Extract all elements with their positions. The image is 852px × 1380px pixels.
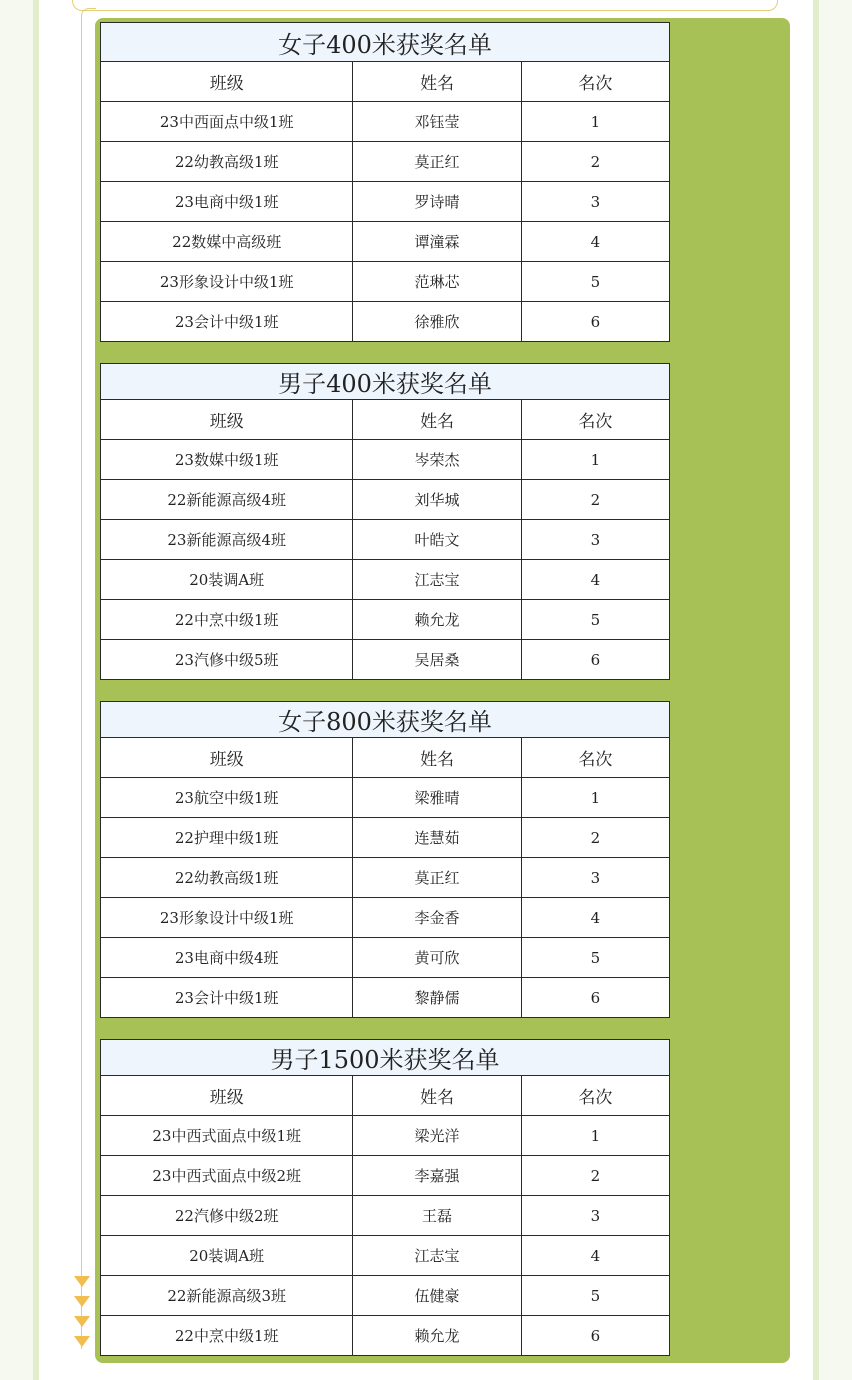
name-cell: 伍健豪 xyxy=(353,1276,521,1316)
class-cell: 22中烹中级1班 xyxy=(101,1316,353,1356)
thread-curve xyxy=(81,8,96,19)
name-cell: 岑荣杰 xyxy=(353,440,521,480)
class-cell: 23电商中级4班 xyxy=(101,938,353,978)
column-header-name: 姓名 xyxy=(353,62,521,102)
class-cell: 23形象设计中级1班 xyxy=(101,262,353,302)
decorative-thread-line xyxy=(81,14,82,1349)
award-table-women-800m xyxy=(100,701,670,1018)
name-cell: 邓钰莹 xyxy=(353,102,521,142)
class-cell: 22数媒中高级班 xyxy=(101,222,353,262)
rank-cell: 5 xyxy=(521,262,669,302)
table-row xyxy=(101,640,670,680)
class-cell: 23中西式面点中级1班 xyxy=(101,1116,353,1156)
table-row xyxy=(101,102,670,142)
rank-cell: 2 xyxy=(521,142,669,182)
name-cell: 黄可欣 xyxy=(353,938,521,978)
rank-cell: 1 xyxy=(521,102,669,142)
rank-cell: 4 xyxy=(521,222,669,262)
rank-cell: 1 xyxy=(521,1116,669,1156)
table-row xyxy=(101,560,670,600)
rank-cell: 3 xyxy=(521,1196,669,1236)
rank-cell: 3 xyxy=(521,858,669,898)
table-row xyxy=(101,142,670,182)
column-header-name: 姓名 xyxy=(353,1076,521,1116)
rank-cell: 6 xyxy=(521,978,669,1018)
name-cell: 王磊 xyxy=(353,1196,521,1236)
column-header-rank: 名次 xyxy=(521,1076,669,1116)
name-cell: 罗诗晴 xyxy=(353,182,521,222)
table-row xyxy=(101,1116,670,1156)
table-row xyxy=(101,898,670,938)
rank-cell: 2 xyxy=(521,1156,669,1196)
name-cell: 吴居桑 xyxy=(353,640,521,680)
class-cell: 23新能源高级4班 xyxy=(101,520,353,560)
award-tables xyxy=(100,22,670,1377)
table-row xyxy=(101,1156,670,1196)
name-cell: 江志宝 xyxy=(353,560,521,600)
name-cell: 李金香 xyxy=(353,898,521,938)
table-row xyxy=(101,520,670,560)
class-cell: 20装调A班 xyxy=(101,560,353,600)
column-header-name: 姓名 xyxy=(353,738,521,778)
name-cell: 梁光洋 xyxy=(353,1116,521,1156)
rank-cell: 4 xyxy=(521,560,669,600)
rank-cell: 6 xyxy=(521,640,669,680)
rank-cell: 6 xyxy=(521,1316,669,1356)
column-header-class: 班级 xyxy=(101,1076,353,1116)
rank-cell: 4 xyxy=(521,1236,669,1276)
name-cell: 徐雅欣 xyxy=(353,302,521,342)
rank-cell: 6 xyxy=(521,302,669,342)
column-header-name: 姓名 xyxy=(353,400,521,440)
rank-cell: 2 xyxy=(521,480,669,520)
class-cell: 23数媒中级1班 xyxy=(101,440,353,480)
class-cell: 23会计中级1班 xyxy=(101,302,353,342)
column-header-rank: 名次 xyxy=(521,738,669,778)
name-cell: 梁雅晴 xyxy=(353,778,521,818)
column-header-rank: 名次 xyxy=(521,62,669,102)
award-table-men-1500m xyxy=(100,1039,670,1356)
column-header-class: 班级 xyxy=(101,400,353,440)
table-title: 女子800米获奖名单 xyxy=(101,702,670,738)
table-row xyxy=(101,600,670,640)
rank-cell: 5 xyxy=(521,600,669,640)
column-header-class: 班级 xyxy=(101,738,353,778)
top-decorative-bracket xyxy=(72,0,778,11)
name-cell: 范琳芯 xyxy=(353,262,521,302)
class-cell: 22新能源高级3班 xyxy=(101,1276,353,1316)
table-row xyxy=(101,440,670,480)
rank-cell: 2 xyxy=(521,818,669,858)
table-row xyxy=(101,182,670,222)
rank-cell: 4 xyxy=(521,898,669,938)
name-cell: 莫正红 xyxy=(353,142,521,182)
class-cell: 23形象设计中级1班 xyxy=(101,898,353,938)
name-cell: 连慧茹 xyxy=(353,818,521,858)
class-cell: 23电商中级1班 xyxy=(101,182,353,222)
table-row xyxy=(101,1316,670,1356)
table-row xyxy=(101,480,670,520)
table-row xyxy=(101,302,670,342)
arrow-down-icon xyxy=(74,1296,90,1307)
class-cell: 23汽修中级5班 xyxy=(101,640,353,680)
name-cell: 赖允龙 xyxy=(353,600,521,640)
award-table-women-400m xyxy=(100,22,670,342)
rank-cell: 3 xyxy=(521,182,669,222)
table-row xyxy=(101,1276,670,1316)
name-cell: 谭潼霖 xyxy=(353,222,521,262)
name-cell: 黎静儒 xyxy=(353,978,521,1018)
award-table-men-400m xyxy=(100,363,670,680)
class-cell: 22中烹中级1班 xyxy=(101,600,353,640)
table-row xyxy=(101,938,670,978)
table-row xyxy=(101,818,670,858)
name-cell: 莫正红 xyxy=(353,858,521,898)
name-cell: 赖允龙 xyxy=(353,1316,521,1356)
class-cell: 22幼教高级1班 xyxy=(101,142,353,182)
table-row xyxy=(101,978,670,1018)
class-cell: 22新能源高级4班 xyxy=(101,480,353,520)
table-row xyxy=(101,1236,670,1276)
arrow-down-icon xyxy=(74,1336,90,1347)
class-cell: 22护理中级1班 xyxy=(101,818,353,858)
name-cell: 江志宝 xyxy=(353,1236,521,1276)
rank-cell: 5 xyxy=(521,938,669,978)
name-cell: 叶皓文 xyxy=(353,520,521,560)
table-row xyxy=(101,222,670,262)
class-cell: 23航空中级1班 xyxy=(101,778,353,818)
table-row xyxy=(101,262,670,302)
table-row xyxy=(101,1196,670,1236)
table-title: 男子1500米获奖名单 xyxy=(101,1040,670,1076)
column-header-class: 班级 xyxy=(101,62,353,102)
class-cell: 22汽修中级2班 xyxy=(101,1196,353,1236)
arrow-down-icon xyxy=(74,1276,90,1287)
name-cell: 刘华城 xyxy=(353,480,521,520)
column-header-rank: 名次 xyxy=(521,400,669,440)
class-cell: 23会计中级1班 xyxy=(101,978,353,1018)
class-cell: 23中西式面点中级2班 xyxy=(101,1156,353,1196)
table-title: 女子400米获奖名单 xyxy=(101,23,670,62)
table-row xyxy=(101,778,670,818)
rank-cell: 5 xyxy=(521,1276,669,1316)
rank-cell: 1 xyxy=(521,778,669,818)
rank-cell: 1 xyxy=(521,440,669,480)
class-cell: 20装调A班 xyxy=(101,1236,353,1276)
table-row xyxy=(101,858,670,898)
class-cell: 22幼教高级1班 xyxy=(101,858,353,898)
rank-cell: 3 xyxy=(521,520,669,560)
table-title: 男子400米获奖名单 xyxy=(101,364,670,400)
arrow-down-icon xyxy=(74,1316,90,1327)
class-cell: 23中西面点中级1班 xyxy=(101,102,353,142)
right-side-stripe xyxy=(813,0,819,1380)
name-cell: 李嘉强 xyxy=(353,1156,521,1196)
